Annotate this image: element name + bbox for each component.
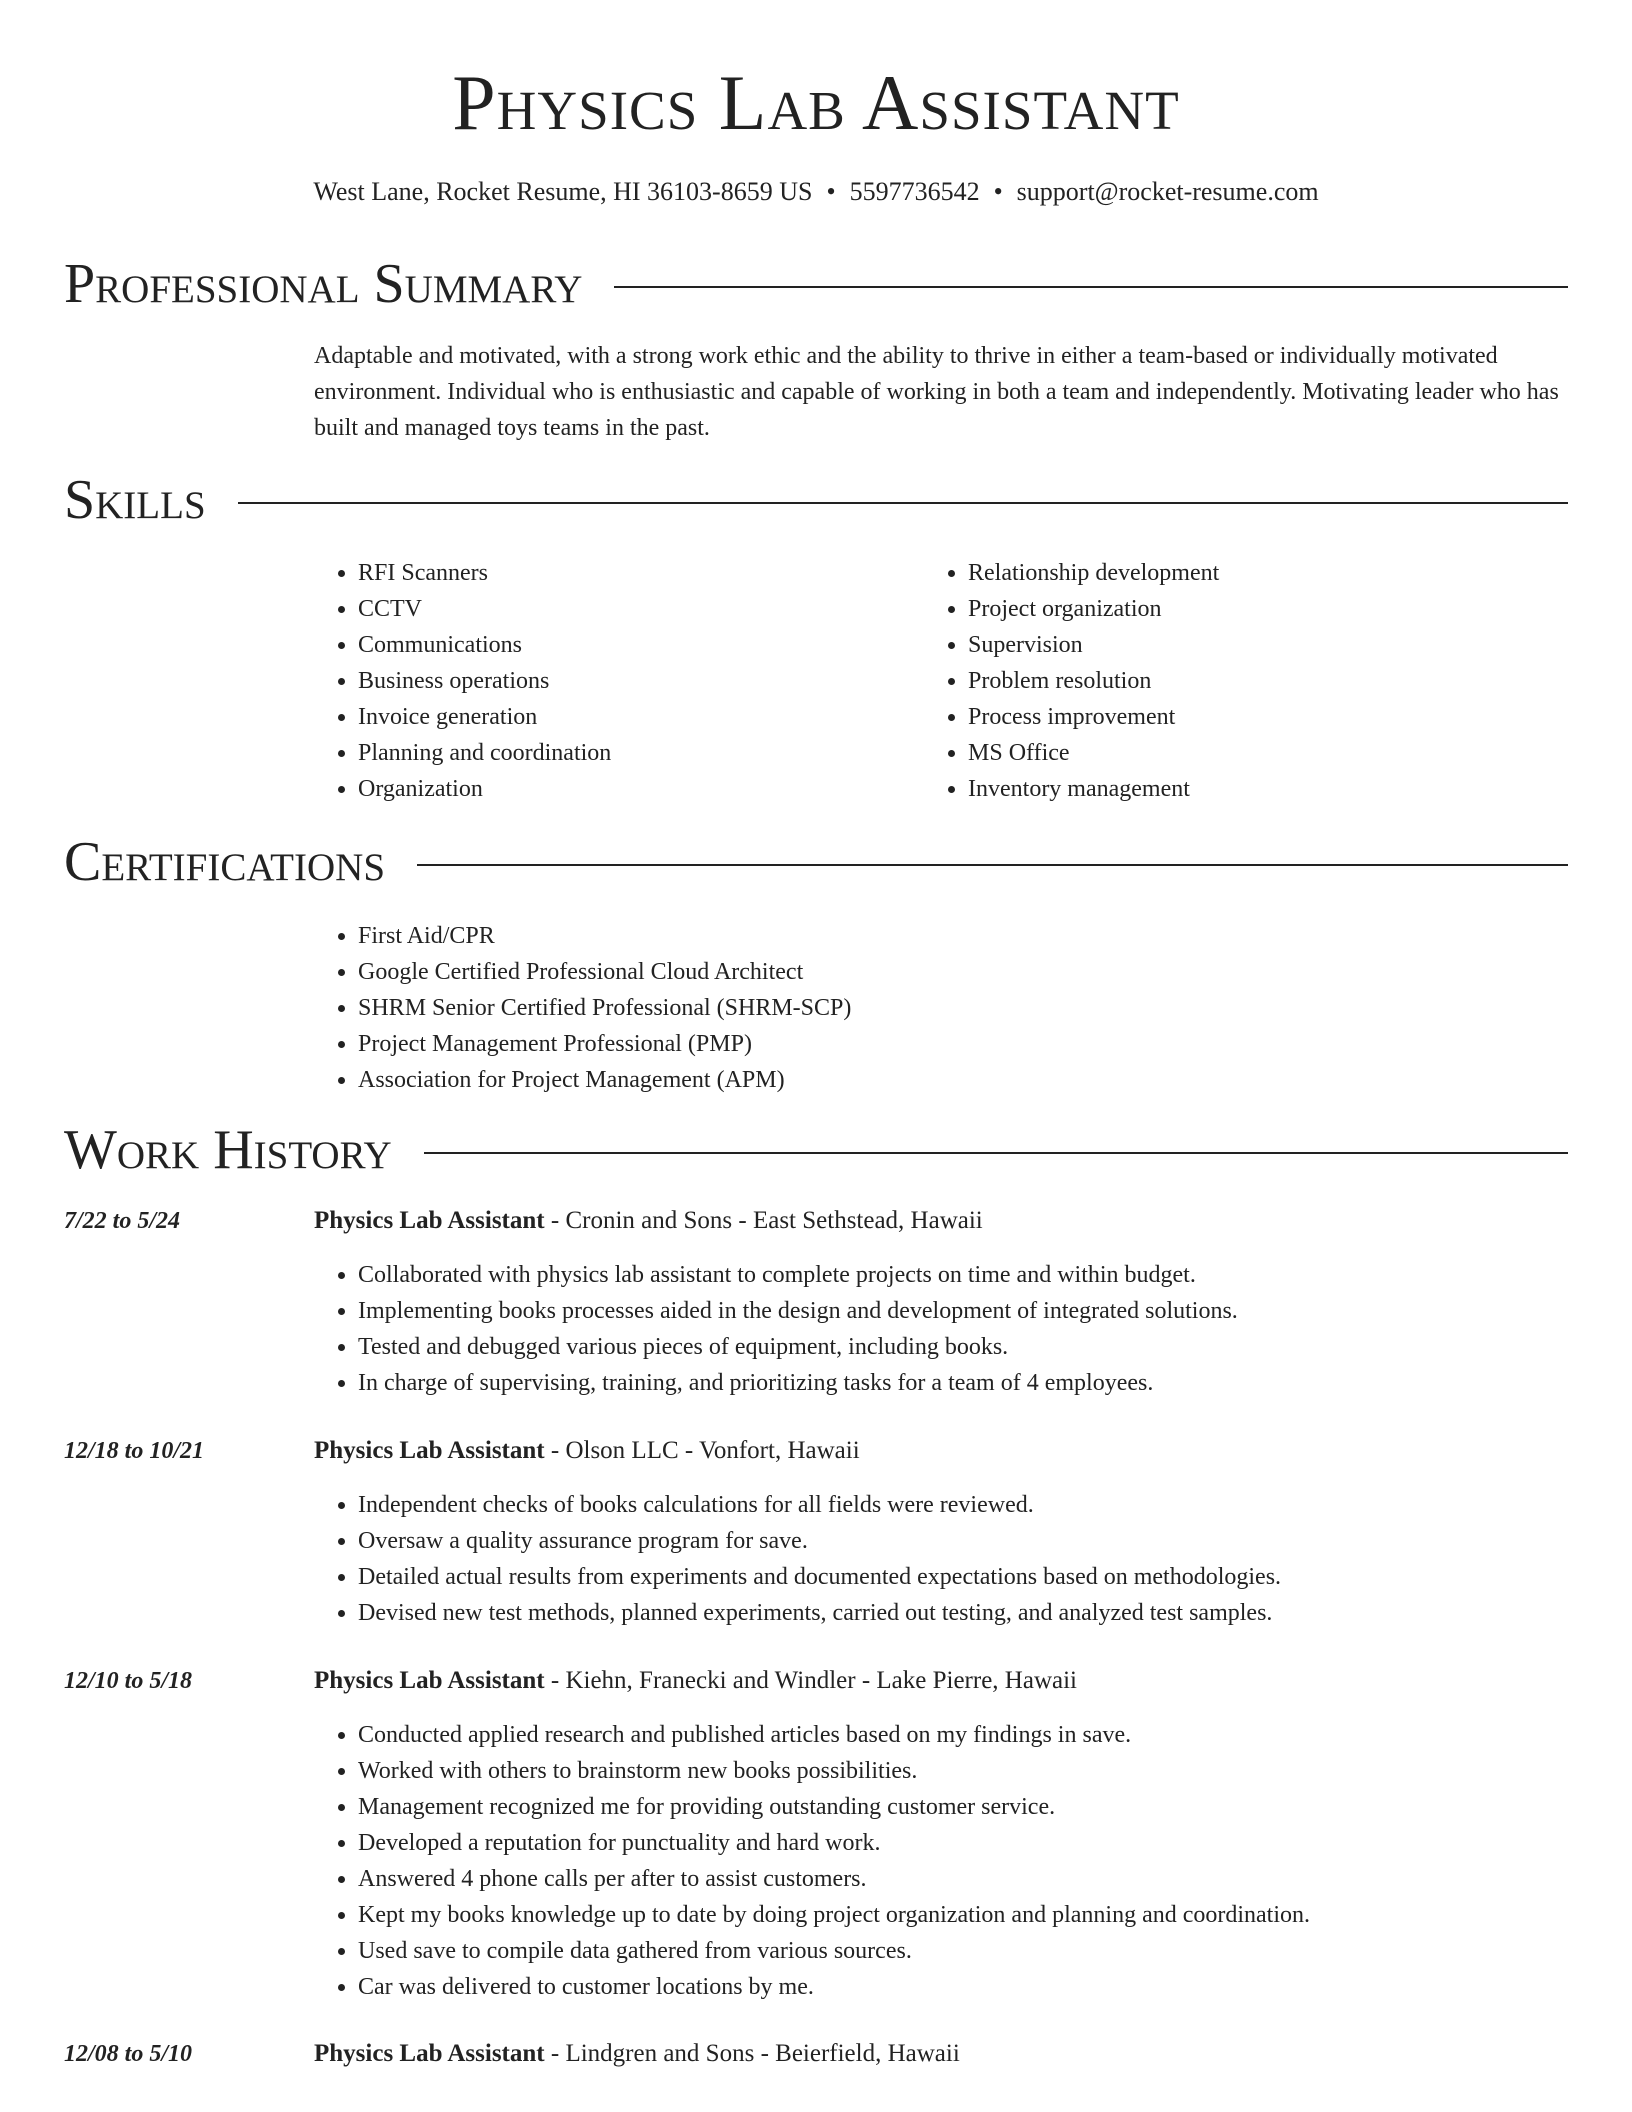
contact-line	[0, 176, 1632, 208]
skills-right-column	[924, 555, 1564, 807]
certifications-list	[314, 918, 1568, 1098]
skills-section-header	[64, 468, 1568, 532]
contact-separator: •	[993, 177, 1003, 206]
contact-separator: •	[826, 177, 836, 206]
job-bullet: • Kept my books knowledge up to date by doing project organization and planning and coordination.	[358, 1897, 1568, 1933]
job-bullet: • Answered 4 phone calls per after to assist customers.	[358, 1861, 1568, 1897]
job-bullet: • Conducted applied research and published articles based on my findings in save.	[358, 1717, 1568, 1753]
summary-text: Adaptable and motivated, with a strong work ethic and the ability to thrive in either a team-based or individually motivated environment. Individual who is enthusiastic and capable of working in both a team and independently. Motivating leader who has built and managed toys teams in the past.	[314, 343, 1559, 441]
job-bullets	[314, 1487, 1568, 1631]
job-dates: 12/10 to 5/18	[64, 1668, 193, 1694]
skill-item: • MS Office	[968, 735, 1564, 771]
job-bullet-list	[314, 1717, 1568, 2005]
certifications-list-wrap	[314, 918, 1568, 1098]
job-employer-location: - Lindgren and Sons - Beierfield, Hawaii	[544, 2040, 960, 2067]
resume-name: Physics Lab Assistant	[452, 59, 1180, 146]
certification-item: • Association for Project Management (APM)	[358, 1062, 1568, 1098]
job-bullet: • Oversaw a quality assurance program for save.	[358, 1523, 1568, 1559]
job-employer-location: - Cronin and Sons - East Sethstead, Hawaii	[544, 1207, 983, 1234]
certification-item: • Project Management Professional (PMP)	[358, 1026, 1568, 1062]
job-title: Physics Lab Assistant	[314, 1437, 545, 1464]
certification-item: • SHRM Senior Certified Professional (SHRM-SCP)	[358, 990, 1568, 1026]
section-divider	[614, 286, 1568, 288]
job-dates: 12/08 to 5/10	[64, 2041, 193, 2067]
certification-item: • Google Certified Professional Cloud Architect	[358, 954, 1568, 990]
job-bullet-list	[314, 1487, 1568, 1631]
job-entry	[64, 1663, 1568, 2003]
job-bullets	[314, 1257, 1568, 1401]
job-bullet: • Used save to compile data gathered from various sources.	[358, 1933, 1568, 1969]
skill-item: • Planning and coordination	[358, 735, 894, 771]
skill-item: • Relationship development	[968, 555, 1564, 591]
section-title: Skills	[64, 469, 206, 531]
skills-left-list	[314, 555, 894, 807]
skill-item: • Business operations	[358, 663, 894, 699]
job-bullet: • Detailed actual results from experiments and documented expectations based on methodologies.	[358, 1559, 1568, 1595]
job-entry	[64, 1203, 1568, 1403]
job-bullet-list	[314, 1257, 1568, 1401]
skill-item: • Organization	[358, 771, 894, 807]
job-bullet: • Car was delivered to customer locations by me.	[358, 1969, 1568, 2005]
certification-item: • First Aid/CPR	[358, 918, 1568, 954]
job-title: Physics Lab Assistant	[314, 1207, 545, 1234]
job-bullet: • Collaborated with physics lab assistant to complete projects on time and within budget.	[358, 1257, 1568, 1293]
job-title: Physics Lab Assistant	[314, 1667, 545, 1694]
job-heading	[314, 1663, 1077, 1699]
skills-right-list	[924, 555, 1564, 807]
summary-section-header	[64, 252, 1568, 316]
section-divider	[238, 502, 1568, 504]
section-title: Professional Summary	[64, 253, 583, 315]
skill-item: • Communications	[358, 627, 894, 663]
skills-left-column	[314, 555, 894, 807]
job-bullet: • Worked with others to brainstorm new books possibilities.	[358, 1753, 1568, 1789]
job-bullet: • Devised new test methods, planned experiments, carried out testing, and analyzed test samples.	[358, 1595, 1568, 1631]
job-heading	[314, 2036, 960, 2072]
skill-item: • Invoice generation	[358, 699, 894, 735]
job-heading	[314, 1433, 860, 1469]
job-bullets	[314, 1717, 1568, 2005]
job-employer-location: - Kiehn, Franecki and Windler - Lake Pierre, Hawaii	[544, 1667, 1077, 1694]
job-bullet: • Independent checks of books calculations for all fields were reviewed.	[358, 1487, 1568, 1523]
skill-item: • Process improvement	[968, 699, 1564, 735]
section-title: Work History	[64, 1119, 392, 1181]
skill-item: • Supervision	[968, 627, 1564, 663]
job-employer-location: - Olson LLC - Vonfort, Hawaii	[544, 1437, 860, 1464]
job-entry	[64, 1433, 1568, 1633]
job-bullet: • In charge of supervising, training, and prioritizing tasks for a team of 4 employees.	[358, 1365, 1568, 1401]
job-dates: 7/22 to 5/24	[64, 1208, 181, 1234]
contact-phone: 5597736542	[849, 177, 980, 206]
section-divider	[417, 864, 1568, 866]
job-bullet: • Implementing books processes aided in the design and development of integrated solutions.	[358, 1293, 1568, 1329]
section-divider	[424, 1152, 1568, 1154]
job-bullet: • Management recognized me for providing outstanding customer service.	[358, 1789, 1568, 1825]
job-title: Physics Lab Assistant	[314, 2040, 545, 2067]
job-dates: 12/18 to 10/21	[64, 1438, 205, 1464]
section-title: Certifications	[64, 831, 386, 893]
skill-item: • Inventory management	[968, 771, 1564, 807]
skill-item: • Project organization	[968, 591, 1564, 627]
job-bullet: • Tested and debugged various pieces of equipment, including books.	[358, 1329, 1568, 1365]
certifications-section-header	[64, 830, 1568, 894]
job-bullet: • Developed a reputation for punctuality and hard work.	[358, 1825, 1568, 1861]
work-history-section-header	[64, 1118, 1568, 1182]
skill-item: • RFI Scanners	[358, 555, 894, 591]
job-entry	[64, 2036, 1568, 2076]
skill-item: • Problem resolution	[968, 663, 1564, 699]
job-heading	[314, 1203, 983, 1239]
contact-email: support@rocket-resume.com	[1016, 177, 1319, 206]
contact-address: West Lane, Rocket Resume, HI 36103-8659 US	[313, 177, 813, 206]
skill-item: • CCTV	[358, 591, 894, 627]
